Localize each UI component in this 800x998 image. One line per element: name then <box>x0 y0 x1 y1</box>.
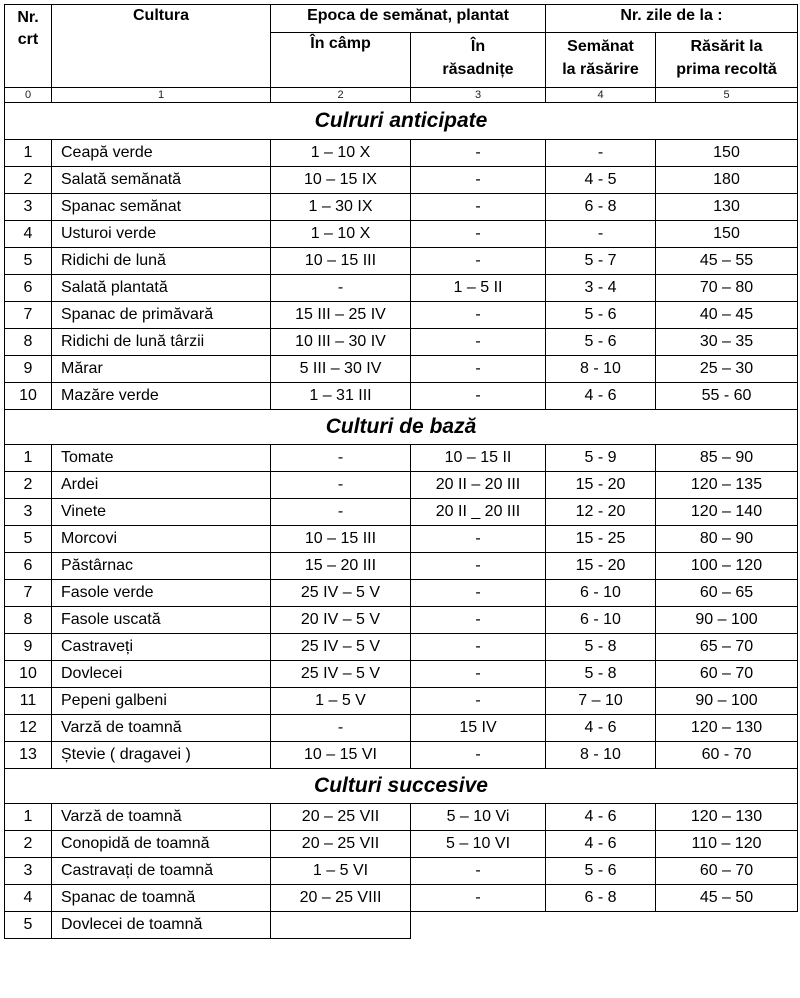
days-emergence-harvest: 80 – 90 <box>656 526 798 553</box>
crop-name: Castraveți <box>52 634 271 661</box>
table-row <box>5 356 798 383</box>
crop-name: Spanac de toamnă <box>52 885 271 912</box>
table-row <box>5 275 798 302</box>
row-number: 5 <box>5 526 52 553</box>
days-sowing-emergence: 5 - 9 <box>546 445 656 472</box>
days-emergence-harvest: 120 – 140 <box>656 499 798 526</box>
table-row <box>5 221 798 248</box>
section-header <box>5 769 798 804</box>
days-sowing-emergence: 5 - 6 <box>546 858 656 885</box>
row-number: 5 <box>5 248 52 275</box>
nursery-period: - <box>411 167 546 194</box>
nursery-period: - <box>411 383 546 410</box>
table-row <box>5 885 798 912</box>
table-row <box>5 526 798 553</box>
crop-name: Ridichi de lună târzii <box>52 329 271 356</box>
field-period: 10 – 15 VI <box>271 742 411 769</box>
table-row <box>5 167 798 194</box>
days-sowing-emergence: 4 - 6 <box>546 831 656 858</box>
row-number: 3 <box>5 858 52 885</box>
header-semanat <box>546 33 656 88</box>
empty-cell <box>546 912 656 939</box>
col-number: 1 <box>52 88 271 103</box>
days-sowing-emergence: 5 - 7 <box>546 248 656 275</box>
table-row <box>5 715 798 742</box>
days-sowing-emergence: 15 - 20 <box>546 553 656 580</box>
days-emergence-harvest: 150 <box>656 221 798 248</box>
table-row <box>5 140 798 167</box>
days-emergence-harvest: 120 – 130 <box>656 715 798 742</box>
table-row <box>5 742 798 769</box>
days-emergence-harvest: 130 <box>656 194 798 221</box>
field-period: 1 – 31 III <box>271 383 411 410</box>
crop-name: Dovlecei <box>52 661 271 688</box>
days-emergence-harvest: 30 – 35 <box>656 329 798 356</box>
crop-name: Fasole verde <box>52 580 271 607</box>
row-number: 12 <box>5 715 52 742</box>
days-sowing-emergence: 8 - 10 <box>546 356 656 383</box>
field-period: 15 – 20 III <box>271 553 411 580</box>
field-period: 20 – 25 VII <box>271 831 411 858</box>
crop-name: Morcovi <box>52 526 271 553</box>
header-nr-zile: Nr. zile de la : <box>546 5 798 33</box>
table-row <box>5 688 798 715</box>
nursery-period: - <box>411 661 546 688</box>
field-period: 10 – 15 III <box>271 248 411 275</box>
header-in-camp: În câmp <box>271 33 411 88</box>
days-emergence-harvest: 60 – 70 <box>656 661 798 688</box>
row-number: 8 <box>5 329 52 356</box>
crop-name: Păstârnac <box>52 553 271 580</box>
col-number: 4 <box>546 88 656 103</box>
table-row <box>5 383 798 410</box>
row-number: 10 <box>5 661 52 688</box>
days-emergence-harvest: 70 – 80 <box>656 275 798 302</box>
days-emergence-harvest: 60 – 70 <box>656 858 798 885</box>
row-number: 4 <box>5 221 52 248</box>
days-emergence-harvest: 85 – 90 <box>656 445 798 472</box>
col-number: 3 <box>411 88 546 103</box>
nursery-period: - <box>411 356 546 383</box>
row-number: 9 <box>5 634 52 661</box>
nursery-period: - <box>411 221 546 248</box>
nursery-period: 5 – 10 Vi <box>411 804 546 831</box>
nursery-period: 20 II – 20 III <box>411 472 546 499</box>
crop-name: Tomate <box>52 445 271 472</box>
days-sowing-emergence: 5 - 8 <box>546 661 656 688</box>
crop-name: Varză de toamnă <box>52 715 271 742</box>
field-period: - <box>271 275 411 302</box>
field-period: 20 – 25 VIII <box>271 885 411 912</box>
days-emergence-harvest: 100 – 120 <box>656 553 798 580</box>
days-sowing-emergence: 6 - 8 <box>546 194 656 221</box>
row-number: 8 <box>5 607 52 634</box>
days-emergence-harvest: 45 – 50 <box>656 885 798 912</box>
header-epoca: Epoca de semănat, plantat <box>271 5 546 33</box>
table-row <box>5 607 798 634</box>
crop-name: Varză de toamnă <box>52 804 271 831</box>
days-sowing-emergence: 4 - 6 <box>546 383 656 410</box>
header-crt: crt <box>17 31 39 48</box>
table-row <box>5 248 798 275</box>
table-row <box>5 804 798 831</box>
nursery-period: - <box>411 885 546 912</box>
header-rasarit-line2: prima recoltă <box>676 61 777 78</box>
row-number: 1 <box>5 804 52 831</box>
table-row <box>5 858 798 885</box>
nursery-period: - <box>411 553 546 580</box>
days-sowing-emergence: 15 - 25 <box>546 526 656 553</box>
row-number: 6 <box>5 553 52 580</box>
field-period: 25 IV – 5 V <box>271 634 411 661</box>
table-row <box>5 831 798 858</box>
crop-name: Ridichi de lună <box>52 248 271 275</box>
header-semanat-line2: la răsărire <box>562 61 639 78</box>
nursery-period: - <box>411 858 546 885</box>
days-sowing-emergence: - <box>546 140 656 167</box>
field-period: 10 – 15 IX <box>271 167 411 194</box>
nursery-period: 15 IV <box>411 715 546 742</box>
days-emergence-harvest: 60 - 70 <box>656 742 798 769</box>
days-emergence-harvest: 120 – 130 <box>656 804 798 831</box>
empty-cell <box>656 912 798 939</box>
nursery-period: 20 II _ 20 III <box>411 499 546 526</box>
days-emergence-harvest: 65 – 70 <box>656 634 798 661</box>
field-period: 10 – 15 III <box>271 526 411 553</box>
field-period: 1 – 5 VI <box>271 858 411 885</box>
days-sowing-emergence: 6 - 8 <box>546 885 656 912</box>
nursery-period: - <box>411 742 546 769</box>
crop-name: Vinete <box>52 499 271 526</box>
field-period: 10 III – 30 IV <box>271 329 411 356</box>
table-row <box>5 329 798 356</box>
field-period: 1 – 10 X <box>271 221 411 248</box>
row-number: 3 <box>5 499 52 526</box>
row-number: 1 <box>5 140 52 167</box>
header-cultura: Cultura <box>52 5 271 88</box>
field-period: - <box>271 715 411 742</box>
nursery-period: 5 – 10 VI <box>411 831 546 858</box>
days-sowing-emergence: 7 – 10 <box>546 688 656 715</box>
nursery-period: 1 – 5 II <box>411 275 546 302</box>
table-row <box>5 912 798 939</box>
field-period: 25 IV – 5 V <box>271 580 411 607</box>
days-sowing-emergence: 6 - 10 <box>546 580 656 607</box>
col-number: 0 <box>5 88 52 103</box>
section-title: Culturi succesive <box>5 769 798 804</box>
days-sowing-emergence: - <box>546 221 656 248</box>
crop-name: Ardei <box>52 472 271 499</box>
nursery-period: - <box>411 302 546 329</box>
field-period <box>271 912 411 939</box>
row-number: 1 <box>5 445 52 472</box>
table-row <box>5 553 798 580</box>
crop-name: Spanac de primăvară <box>52 302 271 329</box>
days-sowing-emergence: 3 - 4 <box>546 275 656 302</box>
days-sowing-emergence: 5 - 8 <box>546 634 656 661</box>
header-nr: Nr. <box>17 9 39 26</box>
crop-calendar-table <box>4 4 798 939</box>
field-period: 20 – 25 VII <box>271 804 411 831</box>
col-number: 5 <box>656 88 798 103</box>
column-number-row <box>5 88 798 103</box>
nursery-period: - <box>411 140 546 167</box>
days-sowing-emergence: 4 - 6 <box>546 804 656 831</box>
header-rasarit <box>656 33 798 88</box>
row-number: 2 <box>5 167 52 194</box>
nursery-period: - <box>411 688 546 715</box>
field-period: 1 – 30 IX <box>271 194 411 221</box>
days-sowing-emergence: 12 - 20 <box>546 499 656 526</box>
days-sowing-emergence: 15 - 20 <box>546 472 656 499</box>
days-sowing-emergence: 4 - 5 <box>546 167 656 194</box>
days-sowing-emergence: 4 - 6 <box>546 715 656 742</box>
nursery-period: - <box>411 526 546 553</box>
header-rasarit-line1: Răsărit la <box>690 38 763 55</box>
crop-name: Dovlecei de toamnă <box>52 912 271 939</box>
row-number: 7 <box>5 580 52 607</box>
days-emergence-harvest: 180 <box>656 167 798 194</box>
empty-cell <box>411 912 546 939</box>
days-emergence-harvest: 90 – 100 <box>656 607 798 634</box>
days-emergence-harvest: 25 – 30 <box>656 356 798 383</box>
section-title: Culruri anticipate <box>5 103 798 140</box>
section-title: Culturi de bază <box>5 410 798 445</box>
header-in-rasadnite <box>411 33 546 88</box>
days-sowing-emergence: 5 - 6 <box>546 329 656 356</box>
nursery-period: - <box>411 580 546 607</box>
table-row <box>5 472 798 499</box>
header-in-rasadnite-line2: răsadnițe <box>442 61 514 78</box>
field-period: 15 III – 25 IV <box>271 302 411 329</box>
table-row <box>5 499 798 526</box>
row-number: 11 <box>5 688 52 715</box>
days-emergence-harvest: 90 – 100 <box>656 688 798 715</box>
crop-name: Ștevie ( dragavei ) <box>52 742 271 769</box>
field-period: 25 IV – 5 V <box>271 661 411 688</box>
section-header <box>5 410 798 445</box>
nursery-period: - <box>411 634 546 661</box>
days-sowing-emergence: 8 - 10 <box>546 742 656 769</box>
nursery-period: - <box>411 194 546 221</box>
header-row-1 <box>5 5 798 33</box>
section-header <box>5 103 798 140</box>
crop-name: Fasole uscată <box>52 607 271 634</box>
days-sowing-emergence: 6 - 10 <box>546 607 656 634</box>
table-row <box>5 445 798 472</box>
table-row <box>5 634 798 661</box>
field-period: 1 – 5 V <box>271 688 411 715</box>
row-number: 5 <box>5 912 52 939</box>
field-period: - <box>271 472 411 499</box>
row-number: 4 <box>5 885 52 912</box>
field-period: - <box>271 499 411 526</box>
crop-name: Castravați de toamnă <box>52 858 271 885</box>
table-row <box>5 661 798 688</box>
field-period: 1 – 10 X <box>271 140 411 167</box>
header-in-rasadnite-line1: În <box>470 38 486 55</box>
days-emergence-harvest: 120 – 135 <box>656 472 798 499</box>
table-row <box>5 302 798 329</box>
days-emergence-harvest: 45 – 55 <box>656 248 798 275</box>
header-semanat-line1: Semănat <box>567 38 634 55</box>
row-number: 6 <box>5 275 52 302</box>
field-period: 20 IV – 5 V <box>271 607 411 634</box>
days-sowing-emergence: 5 - 6 <box>546 302 656 329</box>
table-row <box>5 580 798 607</box>
days-emergence-harvest: 55 - 60 <box>656 383 798 410</box>
crop-name: Conopidă de toamnă <box>52 831 271 858</box>
crop-name: Spanac semănat <box>52 194 271 221</box>
nursery-period: - <box>411 607 546 634</box>
row-number: 9 <box>5 356 52 383</box>
row-number: 10 <box>5 383 52 410</box>
crop-name: Pepeni galbeni <box>52 688 271 715</box>
table-row <box>5 194 798 221</box>
days-emergence-harvest: 40 – 45 <box>656 302 798 329</box>
col-number: 2 <box>271 88 411 103</box>
row-number: 13 <box>5 742 52 769</box>
field-period: - <box>271 445 411 472</box>
crop-name: Mărar <box>52 356 271 383</box>
days-emergence-harvest: 150 <box>656 140 798 167</box>
row-number: 3 <box>5 194 52 221</box>
header-nr-crt <box>5 5 52 88</box>
field-period: 5 III – 30 IV <box>271 356 411 383</box>
crop-name: Ceapă verde <box>52 140 271 167</box>
crop-name: Mazăre verde <box>52 383 271 410</box>
row-number: 7 <box>5 302 52 329</box>
crop-name: Usturoi verde <box>52 221 271 248</box>
row-number: 2 <box>5 472 52 499</box>
days-emergence-harvest: 110 – 120 <box>656 831 798 858</box>
crop-name: Salată plantată <box>52 275 271 302</box>
crop-name: Salată semănată <box>52 167 271 194</box>
nursery-period: - <box>411 329 546 356</box>
row-number: 2 <box>5 831 52 858</box>
days-emergence-harvest: 60 – 65 <box>656 580 798 607</box>
nursery-period: - <box>411 248 546 275</box>
nursery-period: 10 – 15 II <box>411 445 546 472</box>
